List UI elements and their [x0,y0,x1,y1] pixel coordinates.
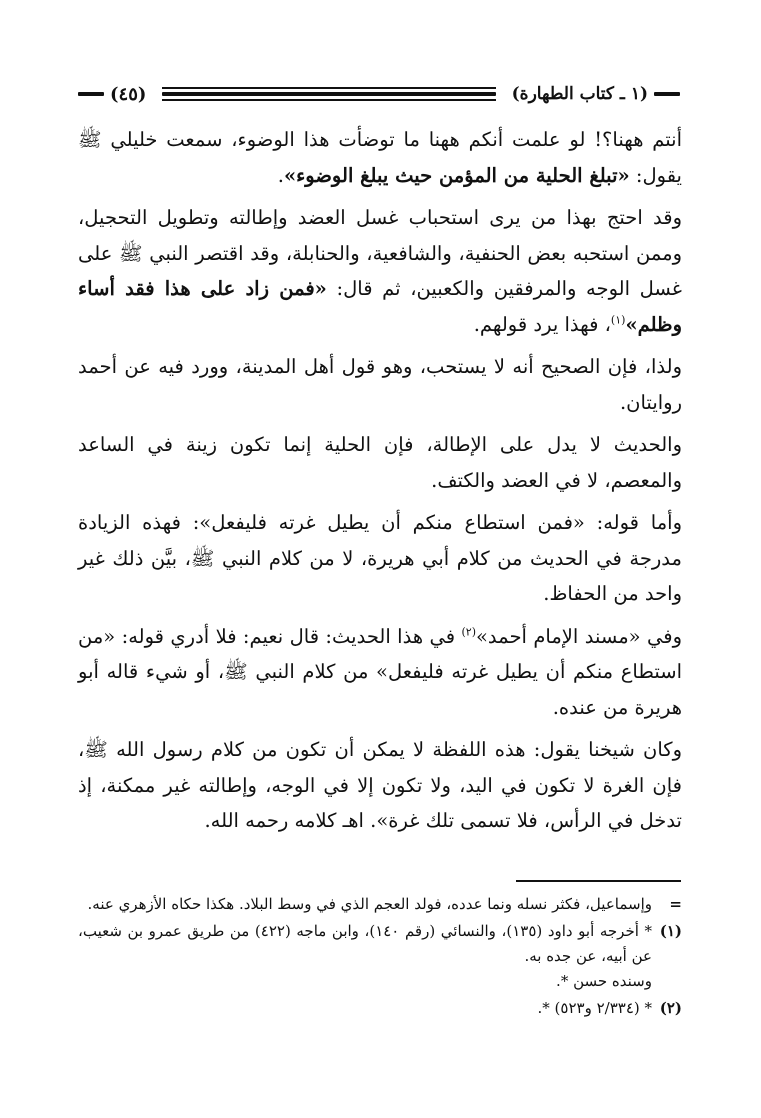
footnote-line: وسنده حسن *. [556,972,652,990]
footnote-ref-2[interactable]: (٢) [461,625,476,638]
paragraph [78,619,682,726]
header-bar-right [654,92,680,96]
paragraph [78,732,682,839]
footnote-line: * أخرجه أبو داود (١٣٥)، والنسائي (رقم ١٤٠)، وابن ماجه (٤٢٢) من طريق عمرو بن شعيب، عن أبيه، عن جده به. [78,922,652,965]
footnote-body [78,919,652,994]
footnote-line: * (٢/٣٣٤ و٥٢٣) *. [537,999,652,1017]
footnote-mark: (١) [659,922,682,940]
page-header [78,78,680,110]
paragraph-text-end: في هذا الحديث: قال نعيم: فلا أدري قوله: «من استطاع منكم أن يطيل غرته فليفعل» من كلام النبي ﷺ، أو شيء قاله أبو هريرة من عنده. [78,624,682,719]
paragraph-text: وأما قوله: «فمن استطاع منكم أن يطيل غرته فليفعل»: فهذه الزيادة مدرجة في الحديث من كلام أبي هريرة، لا من كلام النبي ﷺ، بيَّن ذلك غير واحد من الحفاظ. [78,511,682,605]
main-text [78,122,682,846]
hadith-quote: «فمن زاد على هذا فقد أساء وظلم» [78,277,682,336]
footnote-mark: = [669,895,682,913]
paragraph [78,122,682,193]
footnote-1 [78,919,682,994]
chapter-title: (١ ـ كتاب الطهارة) [511,84,648,104]
footnote-divider [516,880,681,882]
paragraph-text-end: . [277,163,284,187]
header-rule [162,92,495,96]
paragraph [78,505,682,612]
footnote-ref-1[interactable]: (١) [610,313,626,326]
paragraph-text: وفي «مسند الإمام أحمد» [476,624,683,648]
hadith-quote: «تبلغ الحلية من المؤمن حيث يبلغ الوضوء» [283,163,630,187]
paragraph [78,427,682,498]
paragraph-text: أنتم ههنا؟! لو علمت أنكم ههنا ما توضأت هذا الوضوء، سمعت خليلي ﷺ يقول: [78,128,682,187]
footnote-continuation [78,892,682,917]
paragraph [78,349,682,420]
paragraph [78,200,682,342]
paragraph-text: ولذا، فإن الصحيح أنه لا يستحب، وهو قول أهل المدينة، وورد فيه عن أحمد روايتان. [78,355,682,414]
footnote-body [78,996,652,1021]
footnote-2 [78,996,682,1021]
footnotes [78,892,682,1023]
paragraph-text: والحديث لا يدل على الإطالة، فإن الحلية إنما تكون زينة في الساعد والمعصم، لا في العضد والكتف. [78,433,682,492]
page-number: (٤٥) [110,83,147,105]
paragraph-text: وكان شيخنا يقول: هذه اللفظة لا يمكن أن تكون من كلام رسول الله ﷺ، فإن الغرة لا تكون في اليد، ولا تكون إلا في الوجه، وإطالته غير ممكنة، إذ تدخل في الرأس، فلا تسمى تلك غرة». اهـ كلامه رحمه الله. [78,738,682,832]
header-bar-left [78,92,104,96]
footnote-mark: (٢) [659,999,682,1017]
paragraph-text: وقد احتج بهذا من يرى استحباب غسل العضد وإطالته وتطويل التحجيل، وممن استحبه بعض الحنفية، والشافعية، والحنابلة، وقد اقتصر النبي ﷺ على غسل الوجه والمرفقين والكعبين، ثم قال: [78,206,682,300]
footnote-line: وإسماعيل، فكثر نسله ونما عدده، فولد العجم الذي في وسط البلاد. هكذا حكاه الأزهري عنه. [87,895,652,913]
paragraph-text-end: ، فهذا يرد قولهم. [473,312,611,336]
footnote-body [78,892,652,917]
